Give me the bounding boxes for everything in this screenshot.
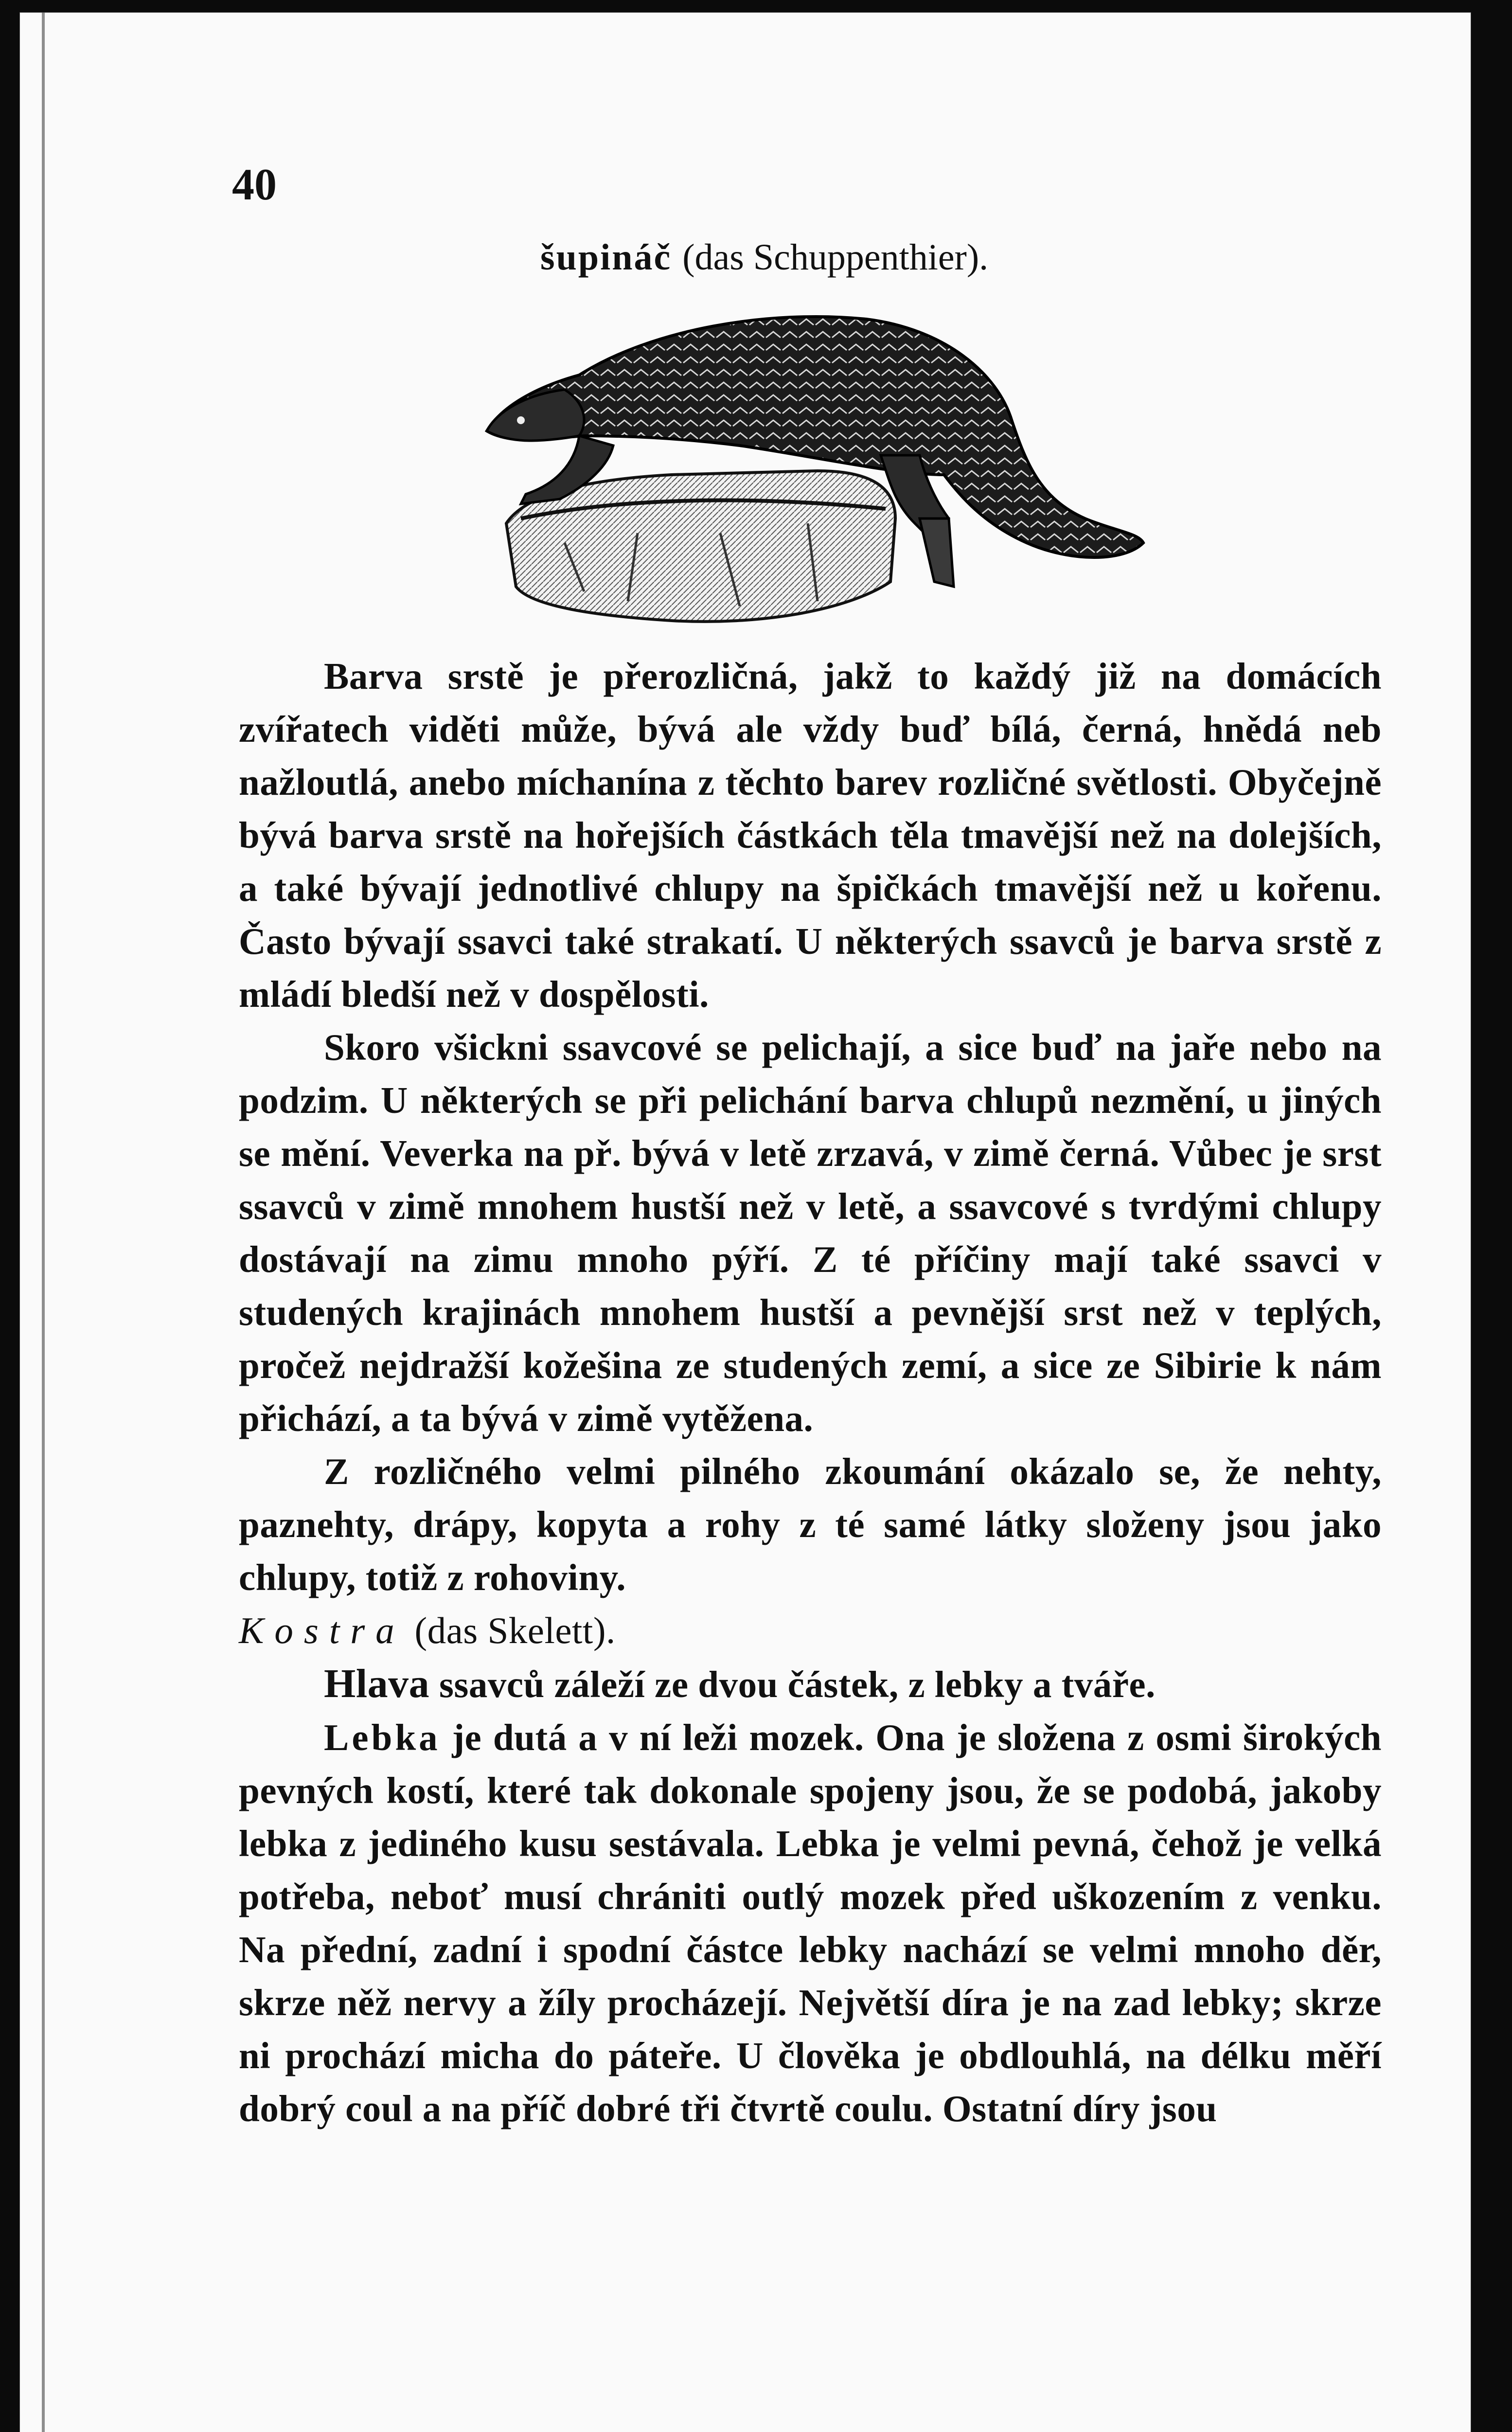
caption-title: šupináč: [540, 237, 672, 278]
body-text: [239, 650, 1382, 2135]
section-german: (das Skelett).: [414, 1609, 616, 1651]
page-edge-shadow: [42, 13, 45, 2432]
page-number: 40: [232, 160, 277, 209]
caption-german: (das Schuppenthier).: [682, 237, 989, 278]
pangolin-illustration: [467, 290, 1148, 650]
paragraph: Z rozličného velmi pilného zkoumání okázalo se, že nehty, paznehty, drápy, kopyta a rohy z té samé látky složeny jsou jako chlupy, totiž z rohoviny.: [239, 1450, 1382, 1598]
figure-caption: [540, 236, 988, 279]
paragraph: Skoro všickni ssavcové se pelichají, a sice buď na jaře nebo na podzim. U některých se při pelichání barva chlupů nezmění, u jiných se mění. Veverka na př. bývá v letě zrzavá, v zimě černá. Vůbec je srst ssavců v zimě mnohem hustší než v letě, a ssavcové s tvrdými chlupy dostávají na zimu mnoho pýří. Z té příčiny mají také ssavci v studených krajinách mnohem hustší a pevnější srst než v teplých, pročež nejdražší kožešina ze studených zemí, a sice ze Sibirie k nám přichází, a ta bývá v zimě vytěžena.: [239, 1026, 1382, 1439]
paragraph-hlava: [239, 1657, 1382, 1711]
term-hlava: Hlava: [324, 1661, 430, 1706]
term-lebka: Lebka: [324, 1717, 441, 1758]
paragraph-text: je dutá a v ní leži mozek. Ona je složena z osmi širokých pevných kostí, které tak dokonale spojeny jsou, že se podobá, jakoby lebka z jediného kusu sestávala. Lebka je velmi pevná, čehož je velká potřeba, neboť musí chrániti outlý mozek před uškozením z venku. Na přední, zadní i spodní částce lebky nachází se velmi mnoho děr, skrze něž nervy a žíly procházejí. Největší díra je na zad lebky; skrze ni prochází micha do páteře. U člověka je obdlouhlá, na délku měří dobrý coul a na příč dobré tři čtvrtě coulu. Ostatní díry jsou: [239, 1717, 1382, 2129]
section-title: Kostra: [239, 1609, 405, 1651]
paragraph-text: ssavců záleží ze dvou částek, z lebky a tváře.: [429, 1663, 1156, 1705]
section-heading: [239, 1604, 1382, 1657]
paragraph-lebka: [239, 1711, 1382, 2135]
book-page: [19, 12, 1471, 2432]
paragraph: Barva srstě je přerozličná, jakž to každý již na domácích zvířatech viděti může, bývá ale vždy buď bílá, černá, hnědá neb nažloutlá, anebo míchanína z těchto barev rozličné světlosti. Obyčejně bývá barva srstě na hořejších částkách těla tmavější než na dolejších, a také bývají jednotlivé chlupy na špičkách tmavější než u kořenu. Často bývají ssavci také strakatí. U některých ssavců je barva srstě z mládí bledší než v dospělosti.: [239, 655, 1382, 1015]
